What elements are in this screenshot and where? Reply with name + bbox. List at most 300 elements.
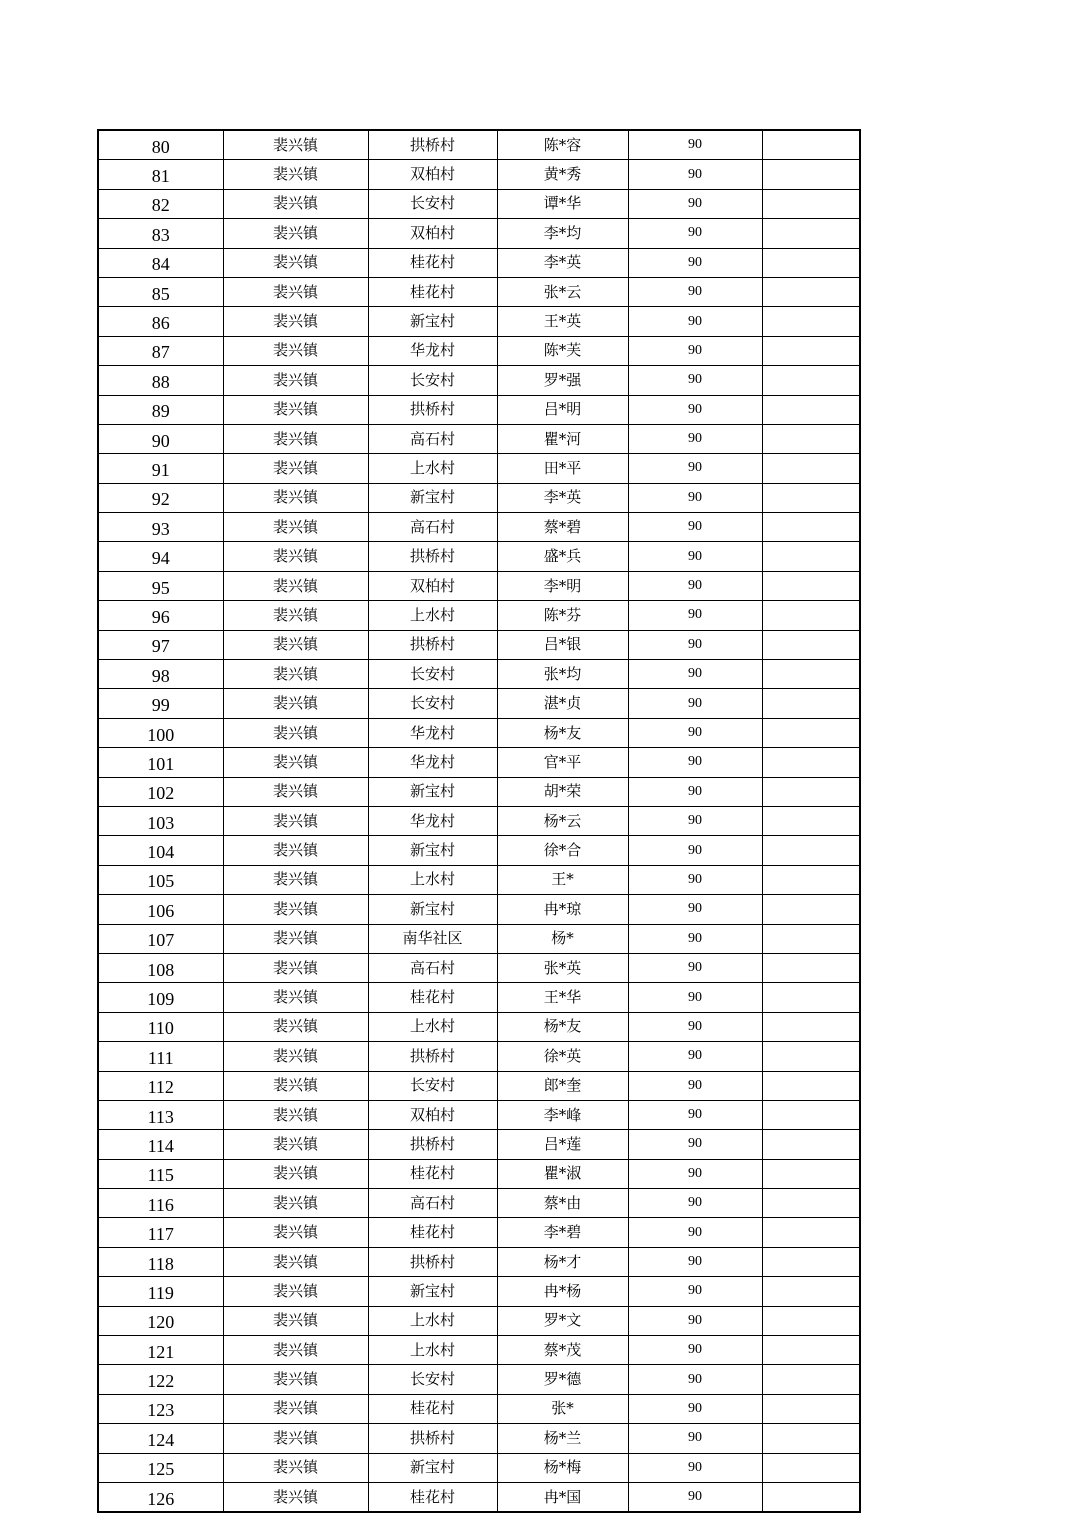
village-cell: 华龙村 bbox=[368, 806, 497, 835]
village-cell: 高石村 bbox=[368, 424, 497, 453]
town-cell: 裴兴镇 bbox=[223, 424, 368, 453]
village-cell: 华龙村 bbox=[368, 336, 497, 365]
table-row bbox=[98, 395, 860, 424]
person-name-cell: 王*英 bbox=[497, 307, 628, 336]
note-cell bbox=[762, 1247, 860, 1276]
village-cell: 上水村 bbox=[368, 1012, 497, 1041]
village-cell: 高石村 bbox=[368, 1189, 497, 1218]
town-cell: 裴兴镇 bbox=[223, 748, 368, 777]
row-number-cell: 124 bbox=[98, 1424, 223, 1453]
amount-cell: 90 bbox=[628, 1042, 762, 1071]
town-cell: 裴兴镇 bbox=[223, 1277, 368, 1306]
table-row bbox=[98, 865, 860, 894]
person-name-cell: 李*英 bbox=[497, 248, 628, 277]
row-number-cell: 104 bbox=[98, 836, 223, 865]
note-cell bbox=[762, 1277, 860, 1306]
table-row bbox=[98, 1159, 860, 1188]
amount-cell: 90 bbox=[628, 1453, 762, 1482]
town-cell: 裴兴镇 bbox=[223, 983, 368, 1012]
person-name-cell: 黄*秀 bbox=[497, 160, 628, 189]
note-cell bbox=[762, 1042, 860, 1071]
row-number-cell: 100 bbox=[98, 718, 223, 747]
person-name-cell: 蔡*茂 bbox=[497, 1336, 628, 1365]
amount-cell: 90 bbox=[628, 1012, 762, 1041]
note-cell bbox=[762, 483, 860, 512]
note-cell bbox=[762, 1424, 860, 1453]
table-row bbox=[98, 718, 860, 747]
note-cell bbox=[762, 748, 860, 777]
amount-cell: 90 bbox=[628, 336, 762, 365]
table-row bbox=[98, 1482, 860, 1512]
amount-cell: 90 bbox=[628, 748, 762, 777]
table-row bbox=[98, 689, 860, 718]
table-row bbox=[98, 895, 860, 924]
note-cell bbox=[762, 248, 860, 277]
row-number-cell: 116 bbox=[98, 1189, 223, 1218]
row-number-cell: 125 bbox=[98, 1453, 223, 1482]
table-row bbox=[98, 571, 860, 600]
row-number-cell: 84 bbox=[98, 248, 223, 277]
row-number-cell: 94 bbox=[98, 542, 223, 571]
person-name-cell: 杨*兰 bbox=[497, 1424, 628, 1453]
row-number-cell: 91 bbox=[98, 454, 223, 483]
village-cell: 拱桥村 bbox=[368, 395, 497, 424]
note-cell bbox=[762, 1306, 860, 1335]
town-cell: 裴兴镇 bbox=[223, 1071, 368, 1100]
person-name-cell: 李*明 bbox=[497, 571, 628, 600]
person-name-cell: 蔡*碧 bbox=[497, 513, 628, 542]
town-cell: 裴兴镇 bbox=[223, 630, 368, 659]
amount-cell: 90 bbox=[628, 806, 762, 835]
person-name-cell: 张* bbox=[497, 1394, 628, 1423]
village-cell: 拱桥村 bbox=[368, 1424, 497, 1453]
note-cell bbox=[762, 571, 860, 600]
village-cell: 长安村 bbox=[368, 689, 497, 718]
table-row bbox=[98, 601, 860, 630]
village-cell: 上水村 bbox=[368, 1336, 497, 1365]
note-cell bbox=[762, 1189, 860, 1218]
village-cell: 上水村 bbox=[368, 454, 497, 483]
village-cell: 上水村 bbox=[368, 1306, 497, 1335]
row-number-cell: 123 bbox=[98, 1394, 223, 1423]
town-cell: 裴兴镇 bbox=[223, 130, 368, 160]
village-cell: 拱桥村 bbox=[368, 1130, 497, 1159]
row-number-cell: 113 bbox=[98, 1100, 223, 1129]
note-cell bbox=[762, 366, 860, 395]
town-cell: 裴兴镇 bbox=[223, 660, 368, 689]
note-cell bbox=[762, 895, 860, 924]
village-cell: 华龙村 bbox=[368, 718, 497, 747]
town-cell: 裴兴镇 bbox=[223, 1218, 368, 1247]
note-cell bbox=[762, 689, 860, 718]
row-number-cell: 126 bbox=[98, 1482, 223, 1512]
row-number-cell: 97 bbox=[98, 630, 223, 659]
amount-cell: 90 bbox=[628, 189, 762, 218]
table-row bbox=[98, 983, 860, 1012]
village-cell: 南华社区 bbox=[368, 924, 497, 953]
amount-cell: 90 bbox=[628, 718, 762, 747]
row-number-cell: 110 bbox=[98, 1012, 223, 1041]
town-cell: 裴兴镇 bbox=[223, 1336, 368, 1365]
person-name-cell: 李*峰 bbox=[497, 1100, 628, 1129]
roster-table bbox=[97, 129, 861, 1513]
person-name-cell: 吕*明 bbox=[497, 395, 628, 424]
village-cell: 长安村 bbox=[368, 660, 497, 689]
town-cell: 裴兴镇 bbox=[223, 483, 368, 512]
note-cell bbox=[762, 1336, 860, 1365]
town-cell: 裴兴镇 bbox=[223, 895, 368, 924]
note-cell bbox=[762, 395, 860, 424]
amount-cell: 90 bbox=[628, 1159, 762, 1188]
village-cell: 拱桥村 bbox=[368, 130, 497, 160]
note-cell bbox=[762, 660, 860, 689]
person-name-cell: 蔡*由 bbox=[497, 1189, 628, 1218]
row-number-cell: 82 bbox=[98, 189, 223, 218]
village-cell: 长安村 bbox=[368, 366, 497, 395]
town-cell: 裴兴镇 bbox=[223, 366, 368, 395]
table-row bbox=[98, 542, 860, 571]
amount-cell: 90 bbox=[628, 1189, 762, 1218]
amount-cell: 90 bbox=[628, 277, 762, 306]
row-number-cell: 102 bbox=[98, 777, 223, 806]
note-cell bbox=[762, 1482, 860, 1512]
table-row bbox=[98, 130, 860, 160]
town-cell: 裴兴镇 bbox=[223, 718, 368, 747]
person-name-cell: 张*英 bbox=[497, 953, 628, 982]
town-cell: 裴兴镇 bbox=[223, 1042, 368, 1071]
amount-cell: 90 bbox=[628, 483, 762, 512]
amount-cell: 90 bbox=[628, 777, 762, 806]
note-cell bbox=[762, 953, 860, 982]
person-name-cell: 李*均 bbox=[497, 219, 628, 248]
table-row bbox=[98, 1218, 860, 1247]
table-row bbox=[98, 307, 860, 336]
person-name-cell: 胡*荣 bbox=[497, 777, 628, 806]
amount-cell: 90 bbox=[628, 1218, 762, 1247]
row-number-cell: 109 bbox=[98, 983, 223, 1012]
village-cell: 长安村 bbox=[368, 189, 497, 218]
table-row bbox=[98, 660, 860, 689]
town-cell: 裴兴镇 bbox=[223, 513, 368, 542]
note-cell bbox=[762, 1365, 860, 1394]
row-number-cell: 81 bbox=[98, 160, 223, 189]
note-cell bbox=[762, 777, 860, 806]
row-number-cell: 118 bbox=[98, 1247, 223, 1276]
row-number-cell: 107 bbox=[98, 924, 223, 953]
amount-cell: 90 bbox=[628, 513, 762, 542]
note-cell bbox=[762, 630, 860, 659]
town-cell: 裴兴镇 bbox=[223, 1453, 368, 1482]
village-cell: 双柏村 bbox=[368, 219, 497, 248]
note-cell bbox=[762, 806, 860, 835]
row-number-cell: 86 bbox=[98, 307, 223, 336]
town-cell: 裴兴镇 bbox=[223, 1130, 368, 1159]
table-row bbox=[98, 1306, 860, 1335]
town-cell: 裴兴镇 bbox=[223, 542, 368, 571]
row-number-cell: 115 bbox=[98, 1159, 223, 1188]
amount-cell: 90 bbox=[628, 571, 762, 600]
town-cell: 裴兴镇 bbox=[223, 160, 368, 189]
village-cell: 华龙村 bbox=[368, 748, 497, 777]
person-name-cell: 郎*奎 bbox=[497, 1071, 628, 1100]
row-number-cell: 122 bbox=[98, 1365, 223, 1394]
amount-cell: 90 bbox=[628, 1277, 762, 1306]
table-row bbox=[98, 924, 860, 953]
amount-cell: 90 bbox=[628, 1424, 762, 1453]
note-cell bbox=[762, 1100, 860, 1129]
person-name-cell: 盛*兵 bbox=[497, 542, 628, 571]
note-cell bbox=[762, 513, 860, 542]
person-name-cell: 瞿*淑 bbox=[497, 1159, 628, 1188]
village-cell: 桂花村 bbox=[368, 248, 497, 277]
table-row bbox=[98, 424, 860, 453]
village-cell: 桂花村 bbox=[368, 1218, 497, 1247]
note-cell bbox=[762, 336, 860, 365]
note-cell bbox=[762, 924, 860, 953]
town-cell: 裴兴镇 bbox=[223, 248, 368, 277]
note-cell bbox=[762, 718, 860, 747]
note-cell bbox=[762, 983, 860, 1012]
amount-cell: 90 bbox=[628, 953, 762, 982]
row-number-cell: 101 bbox=[98, 748, 223, 777]
village-cell: 上水村 bbox=[368, 601, 497, 630]
village-cell: 长安村 bbox=[368, 1071, 497, 1100]
person-name-cell: 吕*银 bbox=[497, 630, 628, 659]
table-row bbox=[98, 483, 860, 512]
amount-cell: 90 bbox=[628, 454, 762, 483]
table-row bbox=[98, 1277, 860, 1306]
row-number-cell: 103 bbox=[98, 806, 223, 835]
person-name-cell: 徐*合 bbox=[497, 836, 628, 865]
note-cell bbox=[762, 865, 860, 894]
town-cell: 裴兴镇 bbox=[223, 689, 368, 718]
amount-cell: 90 bbox=[628, 1394, 762, 1423]
village-cell: 新宝村 bbox=[368, 777, 497, 806]
note-cell bbox=[762, 1130, 860, 1159]
table-row bbox=[98, 953, 860, 982]
amount-cell: 90 bbox=[628, 160, 762, 189]
row-number-cell: 111 bbox=[98, 1042, 223, 1071]
amount-cell: 90 bbox=[628, 366, 762, 395]
village-cell: 双柏村 bbox=[368, 160, 497, 189]
note-cell bbox=[762, 1012, 860, 1041]
village-cell: 桂花村 bbox=[368, 1482, 497, 1512]
village-cell: 高石村 bbox=[368, 953, 497, 982]
village-cell: 桂花村 bbox=[368, 1159, 497, 1188]
amount-cell: 90 bbox=[628, 865, 762, 894]
person-name-cell: 张*均 bbox=[497, 660, 628, 689]
row-number-cell: 80 bbox=[98, 130, 223, 160]
town-cell: 裴兴镇 bbox=[223, 307, 368, 336]
person-name-cell: 王* bbox=[497, 865, 628, 894]
amount-cell: 90 bbox=[628, 1336, 762, 1365]
note-cell bbox=[762, 454, 860, 483]
village-cell: 新宝村 bbox=[368, 307, 497, 336]
row-number-cell: 120 bbox=[98, 1306, 223, 1335]
village-cell: 拱桥村 bbox=[368, 1042, 497, 1071]
person-name-cell: 罗*文 bbox=[497, 1306, 628, 1335]
person-name-cell: 罗*强 bbox=[497, 366, 628, 395]
row-number-cell: 119 bbox=[98, 1277, 223, 1306]
row-number-cell: 95 bbox=[98, 571, 223, 600]
village-cell: 新宝村 bbox=[368, 1277, 497, 1306]
person-name-cell: 杨*友 bbox=[497, 718, 628, 747]
row-number-cell: 121 bbox=[98, 1336, 223, 1365]
table-row bbox=[98, 189, 860, 218]
note-cell bbox=[762, 1453, 860, 1482]
row-number-cell: 106 bbox=[98, 895, 223, 924]
person-name-cell: 谭*华 bbox=[497, 189, 628, 218]
row-number-cell: 87 bbox=[98, 336, 223, 365]
person-name-cell: 杨*云 bbox=[497, 806, 628, 835]
town-cell: 裴兴镇 bbox=[223, 395, 368, 424]
person-name-cell: 李*英 bbox=[497, 483, 628, 512]
person-name-cell: 陈*容 bbox=[497, 130, 628, 160]
amount-cell: 90 bbox=[628, 630, 762, 659]
table-row bbox=[98, 1453, 860, 1482]
table-row bbox=[98, 219, 860, 248]
amount-cell: 90 bbox=[628, 1071, 762, 1100]
town-cell: 裴兴镇 bbox=[223, 1482, 368, 1512]
row-number-cell: 114 bbox=[98, 1130, 223, 1159]
town-cell: 裴兴镇 bbox=[223, 189, 368, 218]
village-cell: 新宝村 bbox=[368, 483, 497, 512]
town-cell: 裴兴镇 bbox=[223, 571, 368, 600]
person-name-cell: 杨* bbox=[497, 924, 628, 953]
table-row bbox=[98, 248, 860, 277]
person-name-cell: 冉*琼 bbox=[497, 895, 628, 924]
note-cell bbox=[762, 277, 860, 306]
person-name-cell: 王*华 bbox=[497, 983, 628, 1012]
town-cell: 裴兴镇 bbox=[223, 336, 368, 365]
amount-cell: 90 bbox=[628, 424, 762, 453]
amount-cell: 90 bbox=[628, 307, 762, 336]
person-name-cell: 湛*贞 bbox=[497, 689, 628, 718]
town-cell: 裴兴镇 bbox=[223, 924, 368, 953]
note-cell bbox=[762, 219, 860, 248]
row-number-cell: 96 bbox=[98, 601, 223, 630]
row-number-cell: 98 bbox=[98, 660, 223, 689]
person-name-cell: 田*平 bbox=[497, 454, 628, 483]
amount-cell: 90 bbox=[628, 895, 762, 924]
table-row bbox=[98, 1424, 860, 1453]
town-cell: 裴兴镇 bbox=[223, 1100, 368, 1129]
row-number-cell: 108 bbox=[98, 953, 223, 982]
roster-table-body bbox=[98, 130, 860, 1512]
person-name-cell: 冉*杨 bbox=[497, 1277, 628, 1306]
village-cell: 新宝村 bbox=[368, 1453, 497, 1482]
town-cell: 裴兴镇 bbox=[223, 277, 368, 306]
table-row bbox=[98, 513, 860, 542]
table-row bbox=[98, 806, 860, 835]
village-cell: 桂花村 bbox=[368, 983, 497, 1012]
person-name-cell: 陈*芙 bbox=[497, 336, 628, 365]
town-cell: 裴兴镇 bbox=[223, 454, 368, 483]
town-cell: 裴兴镇 bbox=[223, 806, 368, 835]
person-name-cell: 李*碧 bbox=[497, 1218, 628, 1247]
amount-cell: 90 bbox=[628, 1130, 762, 1159]
table-row bbox=[98, 1247, 860, 1276]
person-name-cell: 杨*才 bbox=[497, 1247, 628, 1276]
person-name-cell: 吕*莲 bbox=[497, 1130, 628, 1159]
town-cell: 裴兴镇 bbox=[223, 1012, 368, 1041]
row-number-cell: 112 bbox=[98, 1071, 223, 1100]
person-name-cell: 杨*友 bbox=[497, 1012, 628, 1041]
amount-cell: 90 bbox=[628, 1100, 762, 1129]
table-row bbox=[98, 1365, 860, 1394]
table-row bbox=[98, 1071, 860, 1100]
town-cell: 裴兴镇 bbox=[223, 1424, 368, 1453]
town-cell: 裴兴镇 bbox=[223, 1365, 368, 1394]
table-row bbox=[98, 1100, 860, 1129]
note-cell bbox=[762, 542, 860, 571]
table-row bbox=[98, 1012, 860, 1041]
row-number-cell: 89 bbox=[98, 395, 223, 424]
row-number-cell: 90 bbox=[98, 424, 223, 453]
table-row bbox=[98, 1130, 860, 1159]
note-cell bbox=[762, 160, 860, 189]
town-cell: 裴兴镇 bbox=[223, 1306, 368, 1335]
village-cell: 高石村 bbox=[368, 513, 497, 542]
note-cell bbox=[762, 424, 860, 453]
village-cell: 上水村 bbox=[368, 865, 497, 894]
row-number-cell: 105 bbox=[98, 865, 223, 894]
town-cell: 裴兴镇 bbox=[223, 953, 368, 982]
village-cell: 拱桥村 bbox=[368, 630, 497, 659]
amount-cell: 90 bbox=[628, 1306, 762, 1335]
note-cell bbox=[762, 1218, 860, 1247]
note-cell bbox=[762, 1159, 860, 1188]
town-cell: 裴兴镇 bbox=[223, 836, 368, 865]
amount-cell: 90 bbox=[628, 1247, 762, 1276]
village-cell: 新宝村 bbox=[368, 895, 497, 924]
town-cell: 裴兴镇 bbox=[223, 777, 368, 806]
amount-cell: 90 bbox=[628, 130, 762, 160]
amount-cell: 90 bbox=[628, 983, 762, 1012]
person-name-cell: 冉*国 bbox=[497, 1482, 628, 1512]
amount-cell: 90 bbox=[628, 248, 762, 277]
person-name-cell: 徐*英 bbox=[497, 1042, 628, 1071]
note-cell bbox=[762, 189, 860, 218]
town-cell: 裴兴镇 bbox=[223, 1247, 368, 1276]
person-name-cell: 瞿*河 bbox=[497, 424, 628, 453]
row-number-cell: 93 bbox=[98, 513, 223, 542]
village-cell: 桂花村 bbox=[368, 277, 497, 306]
person-name-cell: 杨*梅 bbox=[497, 1453, 628, 1482]
person-name-cell: 陈*芬 bbox=[497, 601, 628, 630]
note-cell bbox=[762, 1394, 860, 1423]
row-number-cell: 92 bbox=[98, 483, 223, 512]
row-number-cell: 117 bbox=[98, 1218, 223, 1247]
table-row bbox=[98, 777, 860, 806]
village-cell: 双柏村 bbox=[368, 1100, 497, 1129]
person-name-cell: 官*平 bbox=[497, 748, 628, 777]
table-row bbox=[98, 366, 860, 395]
note-cell bbox=[762, 307, 860, 336]
table-row bbox=[98, 1394, 860, 1423]
note-cell bbox=[762, 601, 860, 630]
town-cell: 裴兴镇 bbox=[223, 865, 368, 894]
amount-cell: 90 bbox=[628, 219, 762, 248]
village-cell: 拱桥村 bbox=[368, 542, 497, 571]
row-number-cell: 85 bbox=[98, 277, 223, 306]
row-number-cell: 83 bbox=[98, 219, 223, 248]
table-row bbox=[98, 1189, 860, 1218]
table-row bbox=[98, 160, 860, 189]
table-row bbox=[98, 1042, 860, 1071]
village-cell: 双柏村 bbox=[368, 571, 497, 600]
town-cell: 裴兴镇 bbox=[223, 601, 368, 630]
